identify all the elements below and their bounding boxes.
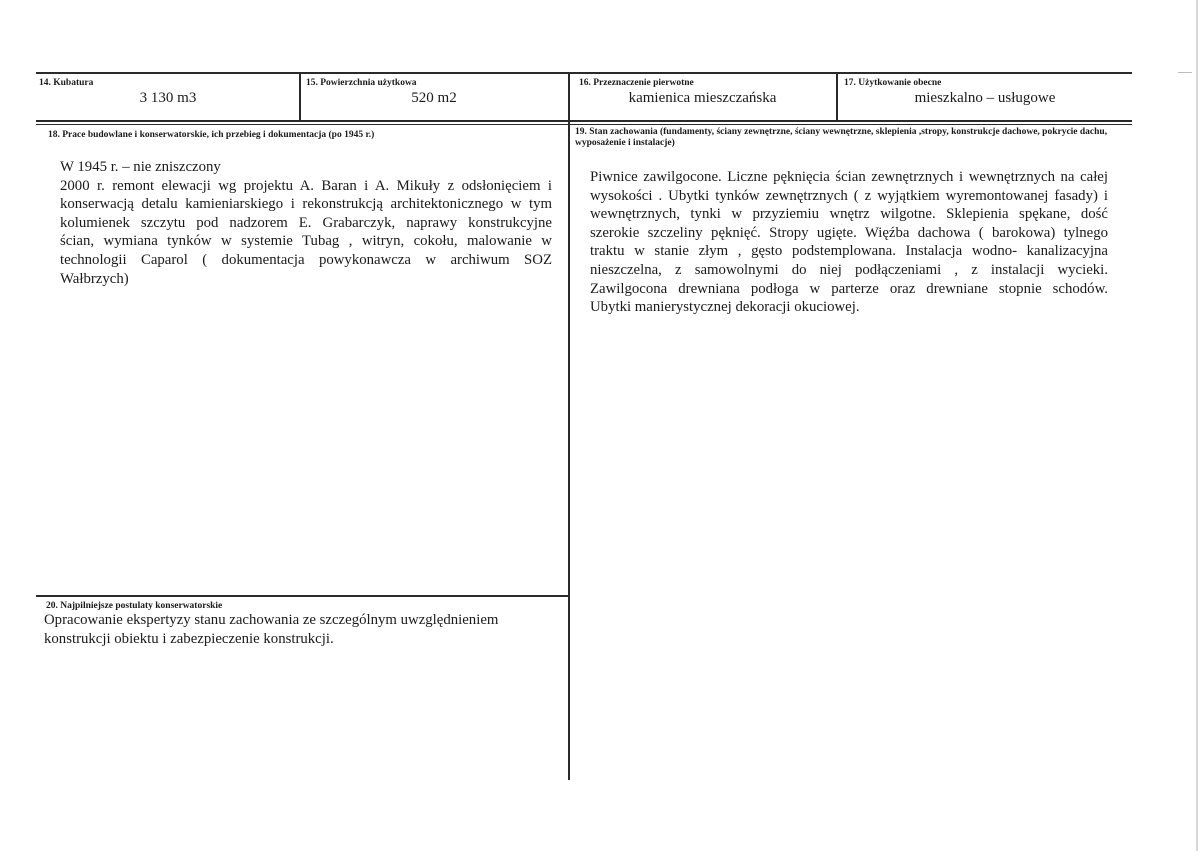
top-rule bbox=[36, 72, 1132, 74]
przeznaczenie-value: kamienica mieszczańska bbox=[628, 90, 777, 106]
header-bottom-rule bbox=[36, 120, 1132, 122]
prace-label: 18. Prace budowlane i konserwatorskie, ich przebieg i dokumentacja (po 1945 r.) bbox=[48, 130, 375, 140]
prace-line: Wałbrzych) bbox=[60, 270, 129, 287]
section-20-top-rule bbox=[36, 595, 570, 597]
scan-mark bbox=[1178, 72, 1192, 73]
prace-line: 2000 r. remont elewacji wg projektu A. Baran i A. Mikuły z odsłonięciem i bbox=[60, 177, 552, 194]
stan-line: nieszczelna, z samowolnymi do niej podłączeniami , z instalacji wycieki. bbox=[590, 261, 1108, 278]
stan-text bbox=[590, 168, 1108, 317]
stan-line: Ubytki manierystycznej dekoracji okuciowej. bbox=[590, 299, 860, 316]
postulaty-line: konstrukcji obiektu i zabezpieczenie konstrukcji. bbox=[44, 630, 334, 647]
stan-line: Zawilgocona drewniana podłoga w parterze oraz drewniane stopnie schodów. bbox=[590, 280, 1108, 297]
postulaty-line: Opracowanie ekspertyzy stanu zachowania ze szczególnym uwzględnieniem bbox=[44, 612, 499, 628]
prace-line: konserwacją detalu kamieniarskiego i rekonstrukcją architektonicznego w tym bbox=[60, 196, 552, 213]
stan-line: traktu w stanie złym , gęsto podstemplowana. Instalacja wodno- kanalizacyjna bbox=[590, 243, 1108, 260]
przeznaczenie-label: 16. Przeznaczenie pierwotne bbox=[579, 78, 694, 88]
section-18-top-rule bbox=[36, 124, 1132, 125]
prace-line: W 1945 r. – nie zniszczony bbox=[60, 159, 221, 175]
postulaty-label: 20. Najpilniejsze postulaty konserwatorskie bbox=[46, 601, 223, 611]
uzytkowanie-value: mieszkalno – usługowe bbox=[914, 90, 1056, 106]
prace-text bbox=[60, 158, 552, 288]
uzytkowanie-label: 17. Użytkowanie obecne bbox=[844, 78, 942, 88]
kubatura-label: 14. Kubatura bbox=[39, 78, 94, 88]
stan-line: wysokości . Ubytki tynków zewnętrznych ( z wyjątkiem wyremontowanej fasady) i bbox=[590, 187, 1108, 204]
prace-line: technologii Caparol ( dokumentacja powykonawcza w archiwum SOZ bbox=[60, 251, 552, 268]
stan-line: wewnętrznych, tynki w przyziemiu wnętrz wilgotne. Sklepienia spękane, dość bbox=[590, 206, 1108, 223]
stan-label: 19. Stan zachowania (fundamenty, ściany zewnętrzne, ściany wewnętrzne, sklepienia ,stropy, konstrukcje dachowe, pokrycie dachu, wyposażenie i instalacje) bbox=[575, 127, 1108, 148]
stan-line: szerokie szczeliny pęknięć. Stropy ugięte. Więźba dachowa ( barokowa) tylnego bbox=[590, 224, 1108, 241]
stan-line: Piwnice zawilgocone. Liczne pęknięcia ścian zewnętrznych i wewnętrznych na całej bbox=[590, 169, 1108, 185]
powierzchnia-label: 15. Powierzchnia użytkowa bbox=[306, 78, 417, 88]
powierzchnia-value: 520 m2 bbox=[411, 90, 457, 106]
postulaty-text bbox=[44, 611, 544, 648]
column-divider-2 bbox=[568, 73, 570, 780]
prace-line: ścian, wymiana tynków w systemie Tubag , witryn, cokołu, malowanie w bbox=[60, 233, 552, 250]
prace-line: kolumienek szczytu pod nadzorem E. Grabarczyk, naprawy konstrukcyjne bbox=[60, 214, 552, 231]
kubatura-value: 3 130 m3 bbox=[139, 90, 197, 106]
